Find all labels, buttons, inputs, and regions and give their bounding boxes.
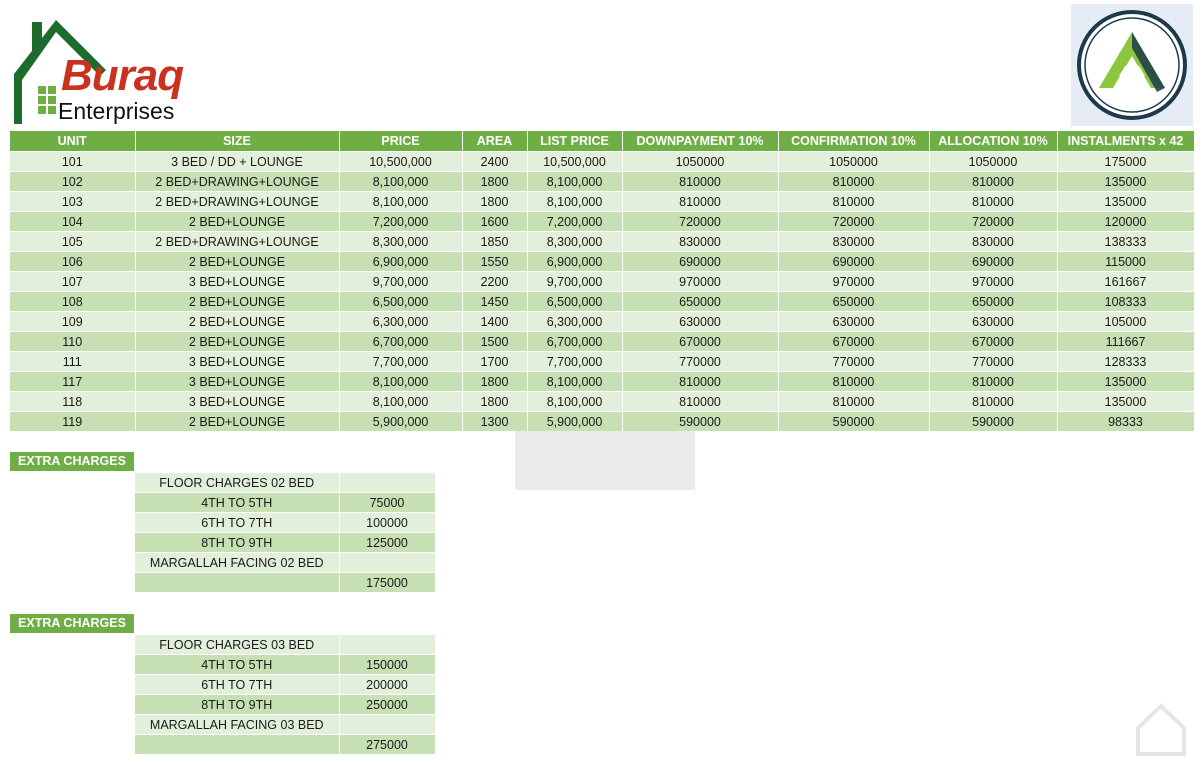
table-cell: 810000: [778, 392, 929, 412]
table-cell: 8,100,000: [527, 172, 622, 192]
extra-charges-label: EXTRA CHARGES: [10, 614, 134, 633]
table-cell: 970000: [929, 272, 1057, 292]
table-cell: FLOOR CHARGES 02 BED: [135, 473, 339, 493]
table-cell: 650000: [929, 292, 1057, 312]
table-cell: 3 BED+LOUNGE: [135, 372, 339, 392]
table-row: [10, 352, 1194, 372]
column-header: UNIT: [10, 131, 135, 152]
agency-logo-icon: [1071, 4, 1193, 126]
table-cell: 8TH TO 9TH: [135, 695, 339, 715]
table-cell: 7,700,000: [339, 352, 462, 372]
table-cell: 2400: [462, 152, 527, 172]
table-cell: 108333: [1057, 292, 1194, 312]
table-cell: 8TH TO 9TH: [135, 533, 339, 553]
table-cell: 1800: [462, 372, 527, 392]
table-cell: [339, 635, 435, 655]
extra-charges-2bed-body: [135, 473, 435, 593]
table-row: [135, 533, 435, 553]
table-cell: 1450: [462, 292, 527, 312]
table-cell: 630000: [778, 312, 929, 332]
table-cell: 830000: [929, 232, 1057, 252]
table-cell: 110: [10, 332, 135, 352]
table-cell: MARGALLAH FACING 02 BED: [135, 553, 339, 573]
table-cell: 590000: [929, 412, 1057, 432]
table-cell: 275000: [339, 735, 435, 755]
table-cell: 630000: [622, 312, 778, 332]
table-cell: 2 BED+LOUNGE: [135, 312, 339, 332]
table-cell: 10,500,000: [339, 152, 462, 172]
table-cell: 4TH TO 5TH: [135, 493, 339, 513]
table-cell: 8,100,000: [527, 372, 622, 392]
table-cell: 1800: [462, 172, 527, 192]
table-row: [10, 292, 1194, 312]
table-cell: 119: [10, 412, 135, 432]
column-header: AREA: [462, 131, 527, 152]
table-cell: 6,900,000: [339, 252, 462, 272]
table-cell: 102: [10, 172, 135, 192]
table-cell: 1800: [462, 192, 527, 212]
table-cell: 830000: [622, 232, 778, 252]
table-cell: 720000: [778, 212, 929, 232]
table-cell: 118: [10, 392, 135, 412]
table-cell: 720000: [929, 212, 1057, 232]
column-header: PRICE: [339, 131, 462, 152]
table-cell: 1550: [462, 252, 527, 272]
table-cell: 111667: [1057, 332, 1194, 352]
table-cell: 670000: [778, 332, 929, 352]
table-cell: 111: [10, 352, 135, 372]
table-cell: 8,100,000: [339, 372, 462, 392]
table-cell: 6,500,000: [527, 292, 622, 312]
table-row: [10, 192, 1194, 212]
table-cell: 810000: [929, 372, 1057, 392]
table-cell: 3 BED+LOUNGE: [135, 352, 339, 372]
extra-charges-3bed-body: [135, 635, 435, 755]
table-cell: [135, 735, 339, 755]
table-cell: 6,300,000: [339, 312, 462, 332]
table-cell: 810000: [929, 192, 1057, 212]
table-cell: 2 BED+LOUNGE: [135, 292, 339, 312]
table-cell: 810000: [622, 192, 778, 212]
table-cell: 970000: [622, 272, 778, 292]
table-row: [10, 212, 1194, 232]
table-cell: 6TH TO 7TH: [135, 513, 339, 533]
table-cell: 8,100,000: [339, 172, 462, 192]
table-cell: 3 BED+LOUNGE: [135, 392, 339, 412]
table-cell: 103: [10, 192, 135, 212]
table-cell: 135000: [1057, 372, 1194, 392]
table-cell: 135000: [1057, 172, 1194, 192]
table-cell: 650000: [622, 292, 778, 312]
table-cell: 810000: [929, 392, 1057, 412]
table-cell: 6,700,000: [527, 332, 622, 352]
table-cell: 6,700,000: [339, 332, 462, 352]
table-row: [10, 172, 1194, 192]
table-cell: 135000: [1057, 192, 1194, 212]
extra-charges-label: EXTRA CHARGES: [10, 452, 134, 471]
table-cell: 108: [10, 292, 135, 312]
table-cell: 161667: [1057, 272, 1194, 292]
table-cell: 250000: [339, 695, 435, 715]
table-cell: [135, 573, 339, 593]
table-cell: 105000: [1057, 312, 1194, 332]
table-cell: 105: [10, 232, 135, 252]
table-cell: 3 BED+LOUNGE: [135, 272, 339, 292]
column-header: SIZE: [135, 131, 339, 152]
extra-charges-2bed-table: [135, 472, 436, 592]
table-cell: 128333: [1057, 352, 1194, 372]
table-row: [10, 272, 1194, 292]
table-cell: 670000: [929, 332, 1057, 352]
table-cell: 690000: [622, 252, 778, 272]
table-cell: 2 BED+DRAWING+LOUNGE: [135, 192, 339, 212]
table-row: [135, 675, 435, 695]
table-row: [135, 655, 435, 675]
column-header: DOWNPAYMENT 10%: [622, 131, 778, 152]
table-row: [135, 473, 435, 493]
table-cell: 590000: [622, 412, 778, 432]
table-cell: 98333: [1057, 412, 1194, 432]
table-cell: 106: [10, 252, 135, 272]
table-cell: 1300: [462, 412, 527, 432]
table-cell: 8,100,000: [527, 192, 622, 212]
table-cell: FLOOR CHARGES 03 BED: [135, 635, 339, 655]
table-row: [10, 392, 1194, 412]
table-row: [135, 735, 435, 755]
table-cell: 125000: [339, 533, 435, 553]
table-cell: 770000: [929, 352, 1057, 372]
table-row: [135, 635, 435, 655]
table-cell: [339, 553, 435, 573]
table-cell: 75000: [339, 493, 435, 513]
table-cell: 4TH TO 5TH: [135, 655, 339, 675]
table-cell: 770000: [622, 352, 778, 372]
table-cell: 670000: [622, 332, 778, 352]
watermark-icon: [1132, 700, 1190, 758]
table-cell: 690000: [929, 252, 1057, 272]
table-cell: 115000: [1057, 252, 1194, 272]
table-row: [135, 573, 435, 593]
table-cell: 135000: [1057, 392, 1194, 412]
table-cell: 120000: [1057, 212, 1194, 232]
table-row: [135, 695, 435, 715]
table-cell: 810000: [929, 172, 1057, 192]
table-cell: 630000: [929, 312, 1057, 332]
table-cell: 5,900,000: [339, 412, 462, 432]
table-cell: 5,900,000: [527, 412, 622, 432]
price-table-body: [10, 152, 1194, 432]
table-cell: 2 BED+LOUNGE: [135, 212, 339, 232]
table-row: [10, 312, 1194, 332]
table-row: [10, 152, 1194, 172]
column-header: LIST PRICE: [527, 131, 622, 152]
table-cell: 2 BED+LOUNGE: [135, 412, 339, 432]
table-cell: 109: [10, 312, 135, 332]
table-cell: 6,900,000: [527, 252, 622, 272]
table-cell: 590000: [778, 412, 929, 432]
table-cell: MARGALLAH FACING 03 BED: [135, 715, 339, 735]
table-row: [135, 715, 435, 735]
table-cell: 8,300,000: [339, 232, 462, 252]
extra-charges-3bed-table: [135, 634, 436, 754]
table-cell: 3 BED / DD + LOUNGE: [135, 152, 339, 172]
table-row: [10, 252, 1194, 272]
column-header: CONFIRMATION 10%: [778, 131, 929, 152]
table-cell: 104: [10, 212, 135, 232]
table-cell: 810000: [622, 372, 778, 392]
column-header: INSTALMENTS x 42: [1057, 131, 1194, 152]
table-row: [10, 412, 1194, 432]
table-cell: 1050000: [929, 152, 1057, 172]
table-row: [135, 493, 435, 513]
table-cell: 810000: [778, 372, 929, 392]
table-cell: 6,500,000: [339, 292, 462, 312]
table-cell: 690000: [778, 252, 929, 272]
table-cell: 1400: [462, 312, 527, 332]
column-header: ALLOCATION 10%: [929, 131, 1057, 152]
table-cell: 1600: [462, 212, 527, 232]
table-cell: 8,100,000: [527, 392, 622, 412]
table-cell: 6TH TO 7TH: [135, 675, 339, 695]
table-cell: 810000: [622, 172, 778, 192]
table-cell: 9,700,000: [339, 272, 462, 292]
table-cell: 175000: [1057, 152, 1194, 172]
table-cell: [339, 473, 435, 493]
table-cell: 1800: [462, 392, 527, 412]
table-cell: 810000: [622, 392, 778, 412]
table-cell: 8,100,000: [339, 192, 462, 212]
brand-subtitle: Enterprises: [58, 98, 175, 124]
table-cell: 650000: [778, 292, 929, 312]
table-cell: 2 BED+LOUNGE: [135, 332, 339, 352]
table-cell: 1050000: [778, 152, 929, 172]
table-cell: 101: [10, 152, 135, 172]
table-row: [10, 372, 1194, 392]
table-cell: 100000: [339, 513, 435, 533]
table-cell: 2 BED+DRAWING+LOUNGE: [135, 172, 339, 192]
table-cell: 107: [10, 272, 135, 292]
table-cell: 175000: [339, 573, 435, 593]
brand-name: Buraq: [61, 51, 184, 100]
table-cell: 200000: [339, 675, 435, 695]
price-table: [10, 131, 1195, 431]
table-cell: 8,300,000: [527, 232, 622, 252]
table-cell: 1050000: [622, 152, 778, 172]
table-row: [10, 332, 1194, 352]
table-cell: 1500: [462, 332, 527, 352]
table-cell: 138333: [1057, 232, 1194, 252]
table-row: [135, 513, 435, 533]
table-cell: 9,700,000: [527, 272, 622, 292]
table-cell: 810000: [778, 192, 929, 212]
table-cell: 7,200,000: [527, 212, 622, 232]
table-cell: 970000: [778, 272, 929, 292]
table-row: [10, 232, 1194, 252]
table-cell: 10,500,000: [527, 152, 622, 172]
table-cell: 8,100,000: [339, 392, 462, 412]
table-cell: 7,700,000: [527, 352, 622, 372]
table-cell: 2 BED+LOUNGE: [135, 252, 339, 272]
table-cell: 2200: [462, 272, 527, 292]
table-cell: [339, 715, 435, 735]
table-cell: 6,300,000: [527, 312, 622, 332]
table-cell: 770000: [778, 352, 929, 372]
table-cell: 1850: [462, 232, 527, 252]
table-cell: 150000: [339, 655, 435, 675]
table-cell: 720000: [622, 212, 778, 232]
table-cell: 1700: [462, 352, 527, 372]
price-table-header: [10, 131, 1194, 152]
table-cell: 7,200,000: [339, 212, 462, 232]
table-cell: 830000: [778, 232, 929, 252]
table-cell: 117: [10, 372, 135, 392]
table-row: [135, 553, 435, 573]
table-cell: 810000: [778, 172, 929, 192]
table-cell: 2 BED+DRAWING+LOUNGE: [135, 232, 339, 252]
